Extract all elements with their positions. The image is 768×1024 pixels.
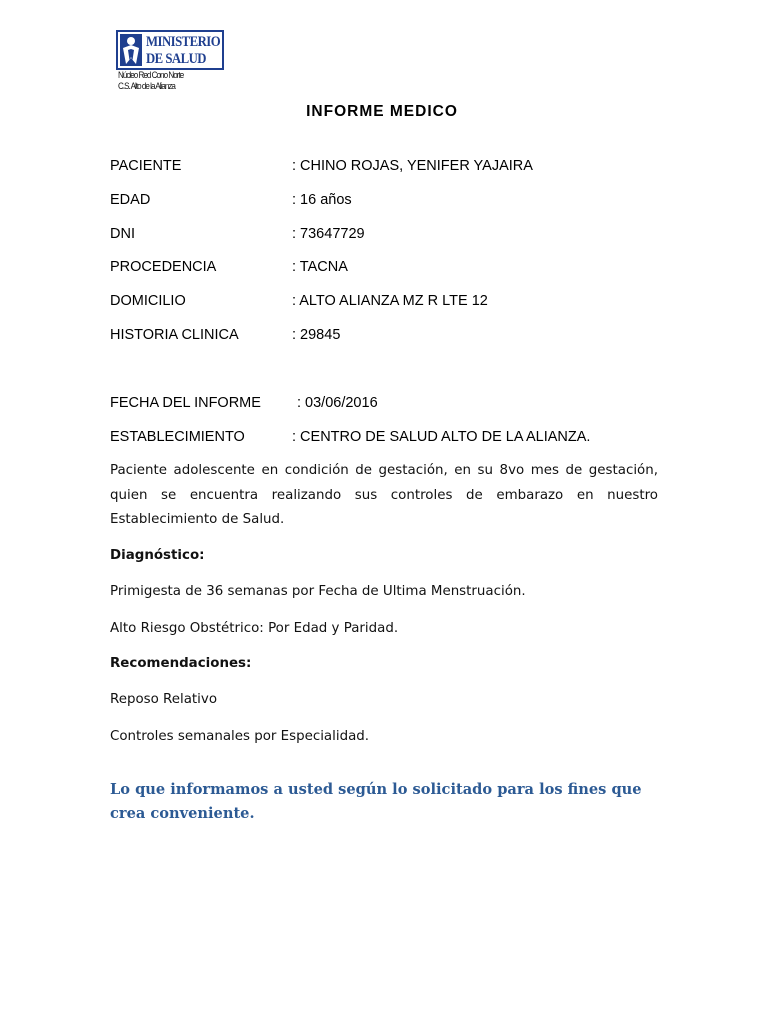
- field-domicilio: [110, 291, 670, 311]
- field-value: : TACNA: [292, 259, 348, 275]
- logo-subtitle-line2: C.S. Alto de la Alianza: [118, 81, 175, 91]
- field-procedencia: [110, 257, 670, 277]
- recommendation-item: Controles semanales por Especialidad.: [110, 729, 370, 744]
- ministry-logo: [116, 30, 236, 92]
- field-label: HISTORIA CLINICA: [110, 327, 239, 343]
- field-value: : ALTO ALIANZA MZ R LTE 12: [292, 293, 488, 309]
- field-establecimiento: [110, 427, 670, 447]
- field-label: DOMICILIO: [110, 293, 186, 309]
- field-value: : 03/06/2016: [297, 395, 378, 411]
- field-historia-clinica: [110, 325, 670, 345]
- field-edad: [110, 190, 670, 210]
- field-value: : CHINO ROJAS, YENIFER YAJAIRA: [292, 158, 533, 174]
- field-fecha-informe: [110, 393, 670, 413]
- field-label: PROCEDENCIA: [110, 259, 217, 275]
- field-label: ESTABLECIMIENTO: [110, 429, 245, 445]
- field-label: PACIENTE: [110, 158, 182, 174]
- logo-subtitle-line1: Núcleo Red Cono Norte: [118, 70, 184, 80]
- recommendations-heading: Recomendaciones:: [110, 656, 252, 671]
- intro-paragraph: Paciente adolescente en condición de gestación, en su 8vo mes de gestación, quien se encuentra realizando sus controles de embarazo en nuestro Establecimiento de Salud.: [110, 463, 658, 527]
- logo-text-line2: DE SALUD: [146, 51, 206, 67]
- document-title: [0, 103, 768, 121]
- diagnosis-item: Alto Riesgo Obstétrico: Por Edad y Paridad.: [110, 621, 399, 636]
- field-paciente: [110, 156, 670, 176]
- recommendation-item: Reposo Relativo: [110, 692, 218, 707]
- field-dni: [110, 224, 670, 244]
- field-value: : 29845: [292, 327, 341, 343]
- field-value: : 73647729: [292, 226, 365, 242]
- field-label: EDAD: [110, 192, 151, 208]
- field-value: : 16 años: [292, 192, 352, 208]
- diagnosis-item: Primigesta de 36 semanas por Fecha de Ultima Menstruación.: [110, 584, 526, 599]
- health-emblem-icon: [120, 34, 142, 66]
- field-label: FECHA DEL INFORME: [110, 395, 261, 411]
- closing-statement: Lo que informamos a usted según lo solicitado para los fines que crea conveniente.: [110, 781, 642, 822]
- document-title-text: INFORME MEDICO: [306, 103, 458, 120]
- field-label: DNI: [110, 226, 135, 242]
- logo-text-line1: MINISTERIO: [146, 34, 221, 50]
- diagnosis-heading: Diagnóstico:: [110, 548, 205, 563]
- logo-box: [116, 30, 224, 70]
- field-value: : CENTRO DE SALUD ALTO DE LA ALIANZA.: [292, 429, 591, 445]
